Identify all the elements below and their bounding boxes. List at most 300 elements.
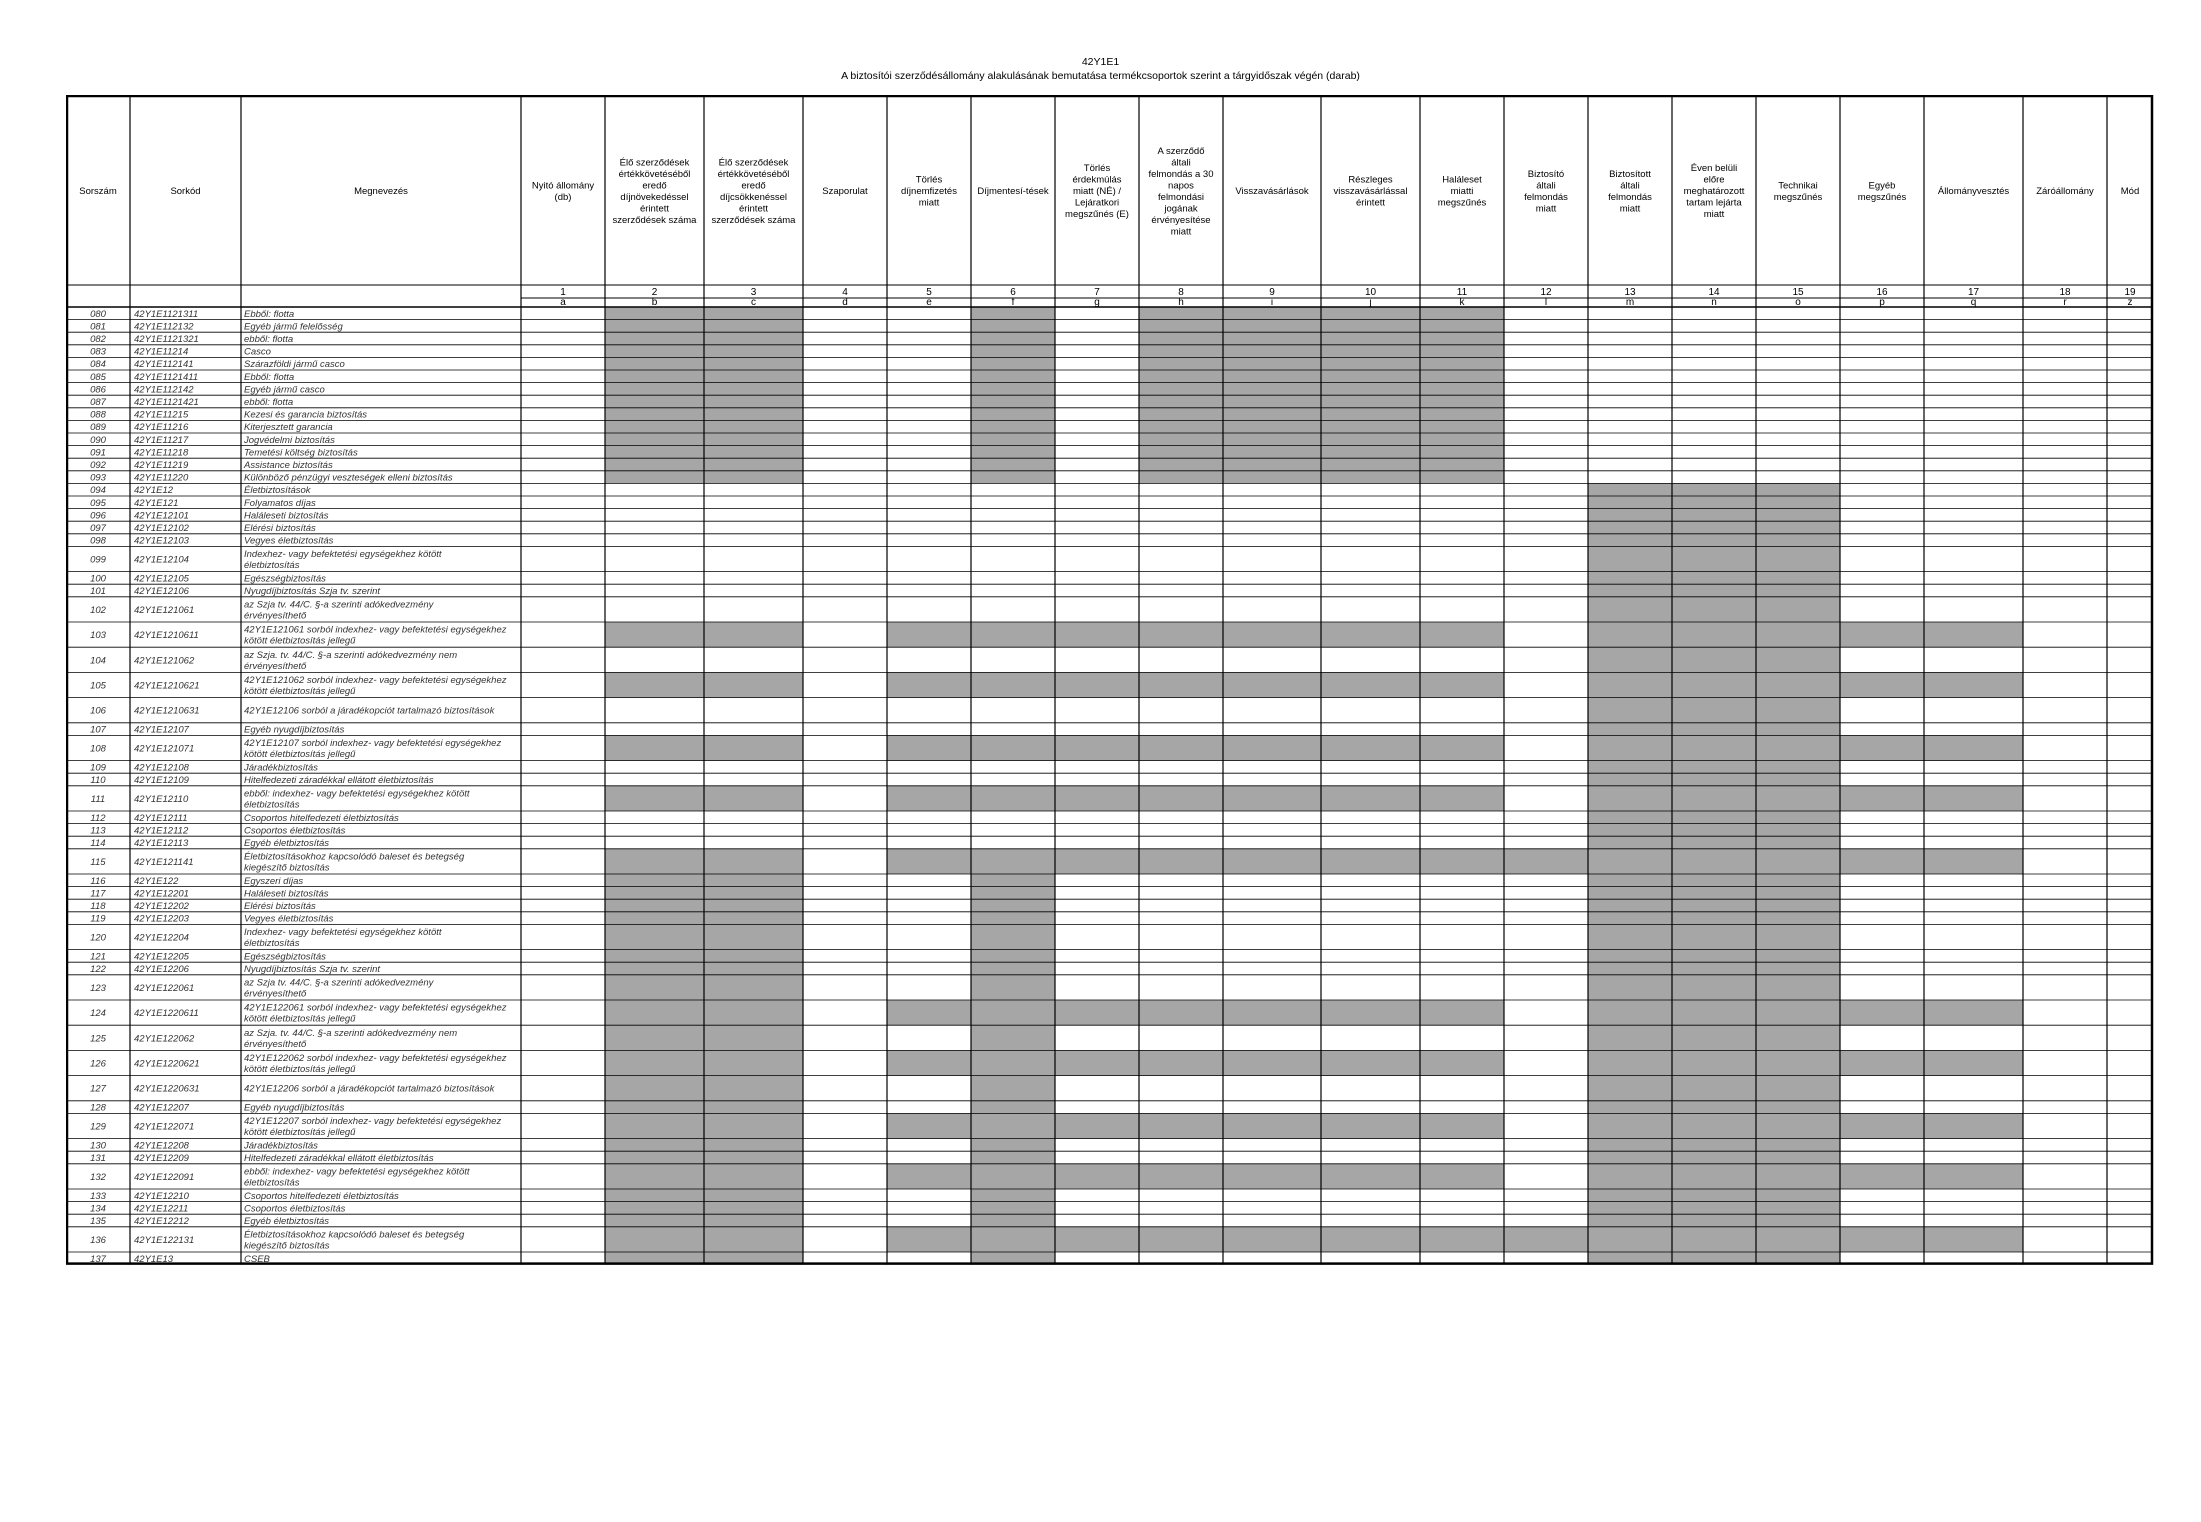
shaded-cell [1588, 1000, 1672, 1025]
row-name: 42Y1E12206 sorból a járadékopciót tartalmazó biztosítások [244, 1083, 495, 1095]
column-number: 5 [926, 287, 932, 298]
row-number: 118 [90, 901, 106, 912]
shaded-cell [605, 1164, 704, 1189]
shaded-cell [1139, 672, 1223, 697]
shaded-cell [971, 433, 1055, 446]
shaded-cell [1139, 622, 1223, 647]
shaded-cell [1223, 357, 1321, 370]
shaded-cell [971, 395, 1055, 408]
row-code: 42Y1E12112 [134, 825, 189, 837]
column-letter: b [651, 297, 658, 308]
row-number: 095 [90, 497, 106, 509]
column-number: 3 [750, 287, 757, 298]
shaded-cell [1672, 912, 1756, 925]
shaded-cell [1588, 950, 1672, 963]
shaded-cell [605, 433, 704, 446]
shaded-cell [1672, 924, 1756, 949]
shaded-cell [1139, 395, 1223, 408]
shaded-cell [1588, 546, 1672, 571]
column-header-13: Részleges visszavásárlással érintett [1333, 174, 1408, 209]
row-name: Kiterjesztett garancia [244, 422, 333, 434]
shaded-cell [971, 950, 1055, 963]
shaded-cell [1223, 1000, 1321, 1025]
shaded-cell [1672, 546, 1756, 571]
shaded-cell [1924, 735, 2023, 760]
shaded-cell [1139, 1227, 1223, 1252]
shaded-cell [1139, 446, 1223, 459]
shaded-cell [887, 1227, 971, 1252]
shaded-cell [1672, 672, 1756, 697]
shaded-cell [704, 849, 803, 874]
shaded-cell [1672, 1151, 1756, 1164]
row-code: 42Y1E1121311 [134, 308, 199, 320]
row-number: 086 [90, 384, 106, 396]
shaded-cell [1924, 1227, 2023, 1252]
shaded-cell [971, 1076, 1055, 1101]
shaded-cell [605, 383, 704, 396]
shaded-cell [1420, 345, 1504, 358]
shaded-cell [887, 849, 971, 874]
shaded-cell [1223, 1113, 1321, 1138]
shaded-cell [605, 672, 704, 697]
shaded-cell [1321, 458, 1420, 471]
row-number: 103 [90, 630, 106, 642]
shaded-cell [971, 975, 1055, 1000]
shaded-cell [1588, 1139, 1672, 1152]
shaded-cell [704, 1164, 803, 1189]
row-name: Egészségbiztosítás [244, 951, 326, 963]
shaded-cell [1588, 836, 1672, 849]
shaded-cell [1420, 332, 1504, 345]
shaded-cell [887, 735, 971, 760]
row-code: 42Y1E1210611 [134, 630, 199, 642]
shaded-cell [971, 345, 1055, 358]
column-letter: g [1094, 297, 1100, 308]
shaded-cell [1420, 471, 1504, 484]
row-code: 42Y1E12204 [134, 932, 189, 944]
shaded-cell [605, 962, 704, 975]
shaded-cell [605, 899, 704, 912]
shaded-cell [1672, 622, 1756, 647]
row-code: 42Y1E12206 [134, 964, 189, 975]
shaded-cell [605, 395, 704, 408]
shaded-cell [1321, 1227, 1420, 1252]
shaded-cell [1420, 1227, 1504, 1252]
row-number: 102 [90, 604, 106, 616]
shaded-cell [1139, 408, 1223, 421]
shaded-cell [1588, 1101, 1672, 1114]
shaded-cell [1840, 1164, 1924, 1189]
shaded-cell [1588, 1214, 1672, 1227]
row-name: Ebből: flotta [244, 308, 295, 320]
shaded-cell [971, 1214, 1055, 1227]
column-letter: j [1369, 297, 1372, 308]
row-name: Folyamatos díjas [244, 497, 316, 509]
shaded-cell [1588, 672, 1672, 697]
shaded-cell [704, 420, 803, 433]
row-number: 100 [90, 573, 106, 585]
shaded-cell [1756, 1151, 1840, 1164]
shaded-cell [1321, 395, 1420, 408]
shaded-cell [1672, 773, 1756, 786]
row-code: 42Y1E122071 [134, 1121, 195, 1133]
row-code: 42Y1E12211 [134, 1203, 189, 1215]
row-name: ebből: flotta [244, 334, 294, 345]
shaded-cell [1672, 1113, 1756, 1138]
shaded-cell [1420, 446, 1504, 459]
shaded-cell [1588, 1202, 1672, 1215]
row-code: 42Y1E1121411 [134, 371, 199, 383]
shaded-cell [1672, 1000, 1756, 1025]
row-name: Egyéb nyugdíjbiztosítás [244, 1102, 345, 1114]
shaded-cell [1139, 370, 1223, 383]
shaded-cell [704, 874, 803, 887]
shaded-cell [1321, 320, 1420, 333]
column-header-14: Haláleset miatti megszűnés [1437, 174, 1487, 209]
row-number: 120 [90, 932, 106, 944]
shaded-cell [1321, 1050, 1420, 1075]
shaded-cell [1672, 584, 1756, 597]
column-header-16: Biztosított általi felmondás miatt [1608, 168, 1652, 215]
row-name: 42Y1E12106 sorból a járadékopciót tartalmazó biztosítások [244, 705, 495, 717]
row-number: 122 [90, 964, 106, 975]
shaded-cell [971, 1164, 1055, 1189]
shaded-cell [1139, 332, 1223, 345]
shaded-cell [605, 1202, 704, 1215]
row-name: Elérési biztosítás [244, 523, 316, 534]
column-number: 15 [1792, 287, 1804, 298]
shaded-cell [1588, 723, 1672, 736]
shaded-cell [1756, 1076, 1840, 1101]
column-header-12: Visszavásárlások [1235, 186, 1309, 197]
column-header-18: Technikai megszűnés [1773, 180, 1823, 203]
shaded-cell [605, 1214, 704, 1227]
shaded-cell [1420, 622, 1504, 647]
row-name: 42Y1E122061 sorból indexhez- vagy befektetési egységekhez kötött életbiztosítás jellegű [244, 1002, 507, 1025]
column-header-1: Sorszám [79, 186, 117, 197]
shaded-cell [1756, 761, 1840, 774]
column-letter: e [926, 297, 932, 308]
shaded-cell [605, 458, 704, 471]
shaded-cell [1756, 975, 1840, 1000]
shaded-cell [704, 1151, 803, 1164]
shaded-cell [1588, 1025, 1672, 1050]
shaded-cell [605, 1076, 704, 1101]
shaded-cell [1321, 370, 1420, 383]
shaded-cell [704, 887, 803, 900]
row-number: 109 [90, 762, 106, 774]
row-number: 085 [90, 371, 106, 383]
report-table [66, 95, 2162, 1318]
row-name: az Szja. tv. 44/C. §-a szerinti adókedvezmény nem érvényesíthető [244, 649, 458, 672]
row-number: 089 [90, 422, 106, 434]
shaded-cell [605, 735, 704, 760]
shaded-cell [1672, 761, 1756, 774]
column-header-20: Állományvesztés [1937, 186, 2010, 197]
shaded-cell [1756, 924, 1840, 949]
shaded-cell [1321, 383, 1420, 396]
row-code: 42Y1E122 [134, 875, 179, 887]
row-number: 128 [90, 1102, 106, 1114]
shaded-cell [1223, 408, 1321, 421]
shaded-cell [1672, 534, 1756, 547]
shaded-cell [1672, 811, 1756, 824]
shaded-cell [1756, 1139, 1840, 1152]
row-number: 124 [90, 1008, 106, 1020]
shaded-cell [605, 786, 704, 811]
shaded-cell [971, 458, 1055, 471]
shaded-cell [1139, 357, 1223, 370]
shaded-cell [1223, 1227, 1321, 1252]
shaded-cell [704, 950, 803, 963]
shaded-cell [1588, 849, 1672, 874]
shaded-cell [605, 1227, 704, 1252]
shaded-cell [1756, 723, 1840, 736]
shaded-cell [971, 1227, 1055, 1252]
row-number: 135 [90, 1216, 106, 1227]
row-code: 42Y1E12107 [134, 724, 189, 736]
row-name: Kezesi és garancia biztosítás [244, 409, 368, 421]
shaded-cell [605, 975, 704, 1000]
shaded-cell [605, 320, 704, 333]
column-header-4: Nyitó állomány (db) [531, 180, 595, 203]
row-name: az Szja. tv. 44/C. §-a szerinti adókedvezmény nem érvényesíthető [244, 1027, 458, 1050]
shaded-cell [605, 924, 704, 949]
shaded-cell [1672, 723, 1756, 736]
form-title: A biztosítói szerződésállomány alakulásának bemutatása termékcsoportok szerint a tárgyidőszak végén (darab) [841, 70, 1360, 82]
row-name: Csoportos hitelfedezeti életbiztosítás [244, 1190, 399, 1202]
row-number: 080 [90, 308, 106, 320]
shaded-cell [887, 1050, 971, 1075]
shaded-cell [1055, 622, 1139, 647]
row-code: 42Y1E12110 [134, 793, 189, 805]
column-header-19: Egyéb megszűnés [1857, 180, 1907, 203]
shaded-cell [1672, 849, 1756, 874]
shaded-cell [1672, 1101, 1756, 1114]
shaded-cell [1840, 735, 1924, 760]
shaded-cell [605, 307, 704, 320]
shaded-cell [1223, 433, 1321, 446]
row-code: 42Y1E12111 [134, 812, 188, 824]
row-code: 42Y1E12202 [134, 901, 189, 912]
shaded-cell [1055, 672, 1139, 697]
column-header-2: Sorkód [170, 186, 201, 197]
shaded-cell [1924, 786, 2023, 811]
shaded-cell [1924, 1164, 2023, 1189]
row-number: 108 [90, 743, 106, 755]
column-letter: r [2063, 297, 2067, 308]
row-number: 081 [90, 321, 106, 333]
column-letter: q [1970, 297, 1977, 308]
shaded-cell [1756, 672, 1840, 697]
shaded-cell [1756, 597, 1840, 622]
shaded-cell [1588, 572, 1672, 585]
shaded-cell [1840, 786, 1924, 811]
row-number: 101 [90, 586, 106, 597]
shaded-cell [704, 962, 803, 975]
column-header-7: Szaporulat [822, 186, 868, 197]
shaded-cell [1588, 773, 1672, 786]
shaded-cell [1756, 509, 1840, 522]
shaded-cell [1588, 1113, 1672, 1138]
shaded-cell [605, 874, 704, 887]
shaded-cell [1756, 899, 1840, 912]
shaded-cell [1223, 420, 1321, 433]
shaded-cell [1756, 496, 1840, 509]
shaded-cell [1672, 1050, 1756, 1075]
report-grid [66, 95, 2162, 1318]
row-number: 093 [90, 472, 106, 484]
row-number: 083 [90, 346, 106, 358]
shaded-cell [1223, 446, 1321, 459]
row-name: Haláleseti biztosítás [244, 510, 329, 522]
shaded-cell [1924, 1000, 2023, 1025]
shaded-cell [1321, 622, 1420, 647]
shaded-cell [1420, 735, 1504, 760]
shaded-cell [1420, 307, 1504, 320]
shaded-cell [1223, 332, 1321, 345]
row-number: 121 [90, 951, 106, 963]
shaded-cell [971, 899, 1055, 912]
column-number: 14 [1708, 287, 1720, 298]
shaded-cell [1055, 849, 1139, 874]
shaded-cell [1756, 874, 1840, 887]
row-number: 090 [90, 434, 106, 446]
row-number: 091 [90, 447, 106, 459]
shaded-cell [605, 887, 704, 900]
shaded-cell [1672, 735, 1756, 760]
shaded-cell [1055, 786, 1139, 811]
shaded-cell [1139, 1164, 1223, 1189]
shaded-cell [971, 370, 1055, 383]
shaded-cell [887, 786, 971, 811]
shaded-cell [605, 950, 704, 963]
form-code: 42Y1E1 [1081, 56, 1120, 68]
row-code: 42Y1E112142 [134, 384, 194, 396]
row-code: 42Y1E12108 [134, 762, 189, 774]
row-name: 42Y1E122062 sorból indexhez- vagy befektetési egységekhez kötött életbiztosítás jellegű [244, 1053, 507, 1075]
shaded-cell [1672, 950, 1756, 963]
row-code: 42Y1E12205 [134, 951, 189, 963]
row-code: 42Y1E112132 [134, 321, 194, 333]
column-number: 2 [651, 287, 658, 298]
shaded-cell [704, 320, 803, 333]
row-code: 42Y1E1220621 [134, 1058, 200, 1070]
shaded-cell [1223, 307, 1321, 320]
row-number: 125 [90, 1033, 106, 1045]
shaded-cell [1504, 849, 1588, 874]
row-name: Hitelfedezeti záradékkal ellátott életbiztosítás [244, 775, 434, 786]
column-number: 17 [1967, 287, 1980, 298]
shaded-cell [704, 458, 803, 471]
shaded-cell [971, 320, 1055, 333]
shaded-cell [1321, 786, 1420, 811]
row-code: 42Y1E12207 [134, 1102, 189, 1114]
shaded-cell [971, 1050, 1055, 1075]
shaded-cell [1588, 698, 1672, 723]
row-number: 126 [90, 1058, 106, 1070]
shaded-cell [1139, 1050, 1223, 1075]
shaded-cell [971, 924, 1055, 949]
shaded-cell [704, 1227, 803, 1252]
row-name: Járadékbiztosítás [244, 1140, 318, 1152]
row-name: Hitelfedezeti záradékkal ellátott életbiztosítás [244, 1153, 434, 1164]
shaded-cell [1672, 509, 1756, 522]
shaded-cell [1588, 1076, 1672, 1101]
shaded-cell [1321, 1164, 1420, 1189]
row-code: 42Y1E11215 [134, 409, 189, 421]
row-name: ebből: indexhez- vagy befektetési egységekhez kötött életbiztosítás [244, 1166, 470, 1189]
shaded-cell [704, 383, 803, 396]
row-number: 130 [90, 1140, 106, 1152]
row-number: 105 [90, 680, 106, 692]
row-code: 42Y1E11219 [134, 460, 189, 471]
row-name: Csoportos életbiztosítás [244, 1203, 346, 1215]
shaded-cell [971, 1202, 1055, 1215]
shaded-cell [1924, 672, 2023, 697]
shaded-cell [704, 1202, 803, 1215]
shaded-cell [1672, 521, 1756, 534]
shaded-cell [605, 332, 704, 345]
column-letter: f [1011, 297, 1015, 308]
shaded-cell [971, 887, 1055, 900]
shaded-cell [605, 1189, 704, 1202]
shaded-cell [1840, 849, 1924, 874]
shaded-cell [1420, 849, 1504, 874]
shaded-cell [1223, 458, 1321, 471]
shaded-cell [1756, 1000, 1840, 1025]
shaded-cell [1321, 849, 1420, 874]
shaded-cell [1756, 912, 1840, 925]
shaded-cell [887, 672, 971, 697]
shaded-cell [1321, 672, 1420, 697]
column-letter: z [2127, 297, 2133, 308]
shaded-cell [1139, 1000, 1223, 1025]
shaded-cell [1756, 1164, 1840, 1189]
row-number: 099 [90, 554, 106, 566]
row-name: Temetési költség biztosítás [244, 447, 358, 459]
shaded-cell [605, 408, 704, 421]
shaded-cell [1672, 1202, 1756, 1215]
row-code: 42Y1E12101 [134, 510, 189, 522]
row-name: ebből: indexhez- vagy befektetési egységekhez kötött életbiztosítás [244, 788, 470, 811]
shaded-cell [1672, 975, 1756, 1000]
row-code: 42Y1E11216 [134, 422, 189, 434]
row-number: 096 [90, 510, 106, 522]
row-number: 127 [90, 1083, 106, 1095]
shaded-cell [971, 874, 1055, 887]
shaded-cell [1756, 1101, 1840, 1114]
shaded-cell [1223, 849, 1321, 874]
shaded-cell [1588, 584, 1672, 597]
shaded-cell [1672, 572, 1756, 585]
shaded-cell [704, 1025, 803, 1050]
shaded-cell [1055, 1164, 1139, 1189]
shaded-cell [971, 408, 1055, 421]
row-name: Egyéb jármű casco [244, 384, 325, 396]
shaded-cell [1756, 849, 1840, 874]
shaded-cell [1139, 433, 1223, 446]
shaded-cell [1924, 1113, 2023, 1138]
shaded-cell [971, 383, 1055, 396]
shaded-cell [1672, 496, 1756, 509]
shaded-cell [1672, 836, 1756, 849]
shaded-cell [1420, 408, 1504, 421]
row-name: Elérési biztosítás [244, 901, 316, 912]
row-number: 117 [90, 888, 106, 900]
shaded-cell [1756, 698, 1840, 723]
column-letter: c [751, 297, 756, 308]
